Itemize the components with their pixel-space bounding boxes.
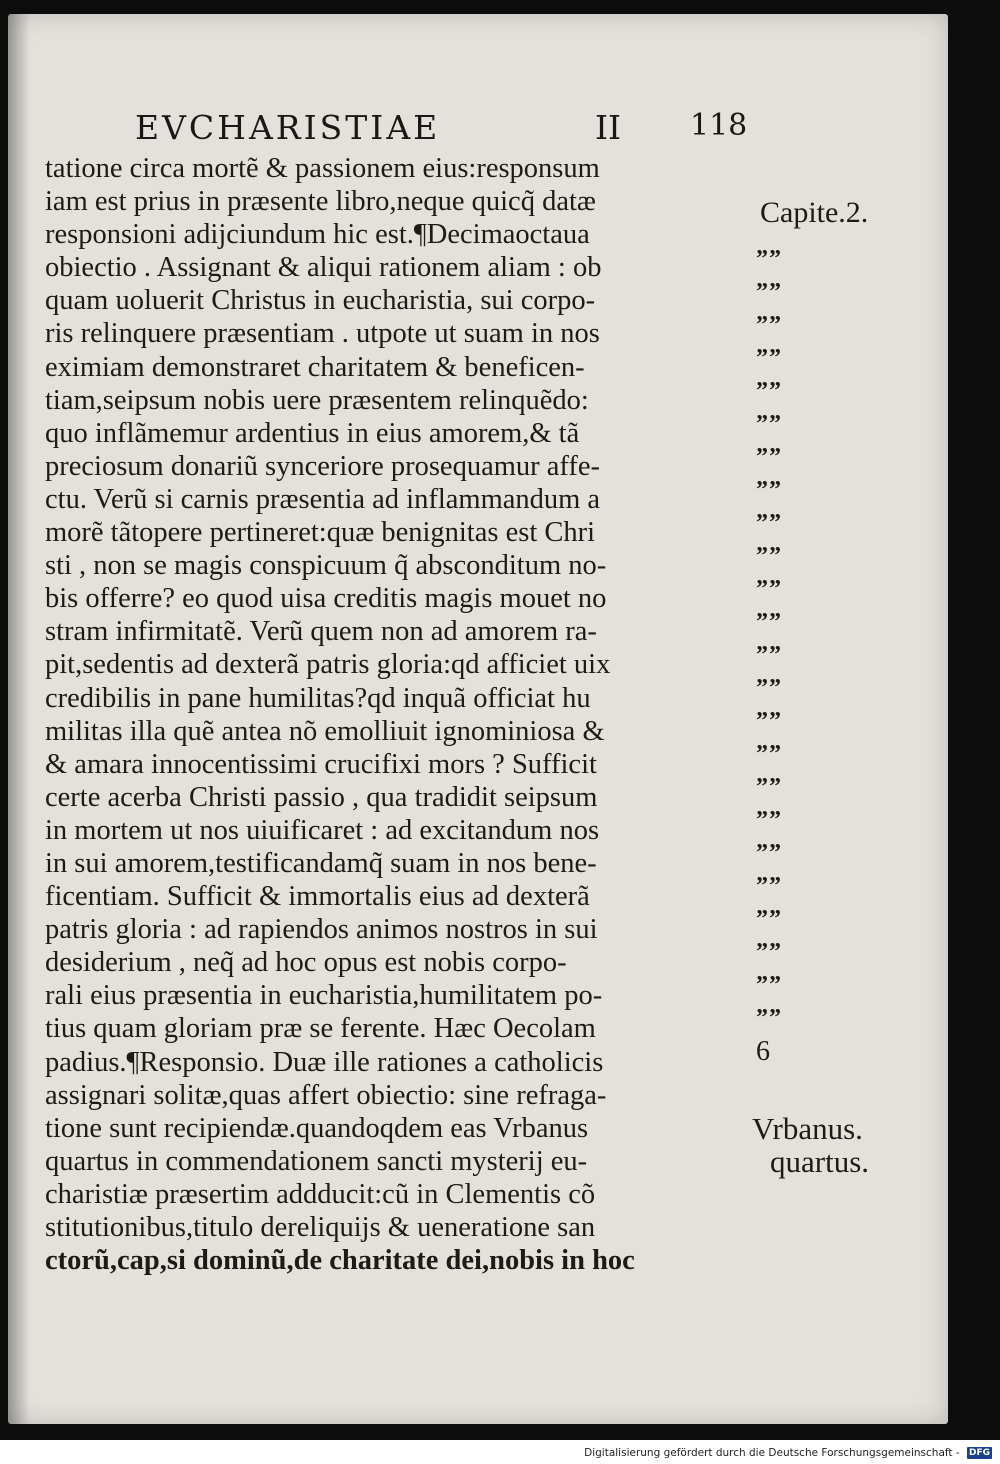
text-line: pit,sedentis ad dexterã patris gloria:qd afficiet uix xyxy=(45,649,611,681)
body-text-block xyxy=(45,152,745,1277)
quotation-mark: ”” xyxy=(756,642,782,668)
quotation-mark: ”” xyxy=(756,477,782,503)
digitization-credit xyxy=(560,1444,992,1462)
text-line: ris relinquere præsentiam . utpote ut suam in nos xyxy=(45,318,600,350)
quotation-mark: ”” xyxy=(756,939,782,965)
margin-note-urbanus xyxy=(752,1112,869,1178)
text-line: militas illa quẽ antea nõ emolliuit ignominiosa & xyxy=(45,715,605,747)
text-line: stitutionibus,titulo dereliquijs & ueneratione san xyxy=(45,1212,596,1243)
margin-notes xyxy=(752,152,932,1312)
quotation-mark: ”” xyxy=(756,378,782,404)
text-line: quam uoluerit Christus in eucharistia, sui corpo- xyxy=(45,285,596,317)
text-line: iam est prius in præsente libro,neque quicq̃ datæ xyxy=(45,186,596,218)
text-line: morẽ tãtopere pertineret:quæ benignitas est Chri xyxy=(45,517,596,549)
text-line: eximiam demonstraret charitatem & beneficen- xyxy=(45,351,585,383)
quotation-mark: ”” xyxy=(756,576,782,602)
quotation-mark: ”” xyxy=(756,1005,782,1031)
text-line: & amara innocentissimi crucifixi mors ? Sufficit xyxy=(45,748,597,780)
text-line: certe acerba Christi passio , qua tradidit seipsum xyxy=(45,781,598,813)
running-head xyxy=(135,108,748,152)
text-line: desiderium , neq̃ ad hoc opus est nobis corpo- xyxy=(45,947,567,979)
text-line: tius quam gloriam præ se ferente. Hæc Oecolam xyxy=(45,1013,596,1045)
quotation-mark: ”” xyxy=(756,972,782,998)
text-line: ficentiam. Sufficit & immortalis eius ad dexterã xyxy=(45,881,590,913)
text-line: ctu. Verũ si carnis præsentia ad inflammandum a xyxy=(45,483,601,515)
quotation-mark: ”” xyxy=(756,906,782,932)
text-line: in mortem ut nos uiuificaret : ad excitandum nos xyxy=(45,814,600,846)
text-line: quartus in commendationem sancti mysterij eu- xyxy=(45,1145,588,1177)
quotation-mark: ”” xyxy=(756,873,782,899)
quotation-mark: ”” xyxy=(756,510,782,536)
quotation-mark: ”” xyxy=(756,840,782,866)
credit-text: Digitalisierung gefördert durch die Deutsche Forschungsgemeinschaft - xyxy=(584,1447,960,1459)
text-line: sti , non se magis conspicuum q̃ absconditum no- xyxy=(45,550,607,582)
quotation-mark: ”” xyxy=(756,741,782,767)
text-line: bis offerre? eo quod uisa creditis magis mouet no xyxy=(45,583,607,615)
text-line: preciosum donariũ synceriore prosequamur affe- xyxy=(45,450,601,482)
text-line: rali eius præsentia in eucharistia,humilitatem po- xyxy=(45,980,603,1012)
quotation-mark: ”” xyxy=(756,609,782,635)
quotation-mark: ”” xyxy=(756,279,782,305)
quotation-mark: ”” xyxy=(756,675,782,701)
text-line: credibilis in pane humilitas?qd inquã officiat hu xyxy=(45,682,591,714)
margin-note-number: 6 xyxy=(756,1036,770,1067)
quotation-mark: ”” xyxy=(756,312,782,338)
text-line: ctorũ,cap,si dominũ,de charitate dei,nobis in hoc xyxy=(45,1245,635,1277)
dfg-logo: DFG xyxy=(968,1448,990,1458)
text-line: charistiæ præsertim addducit:cũ in Clementis cõ xyxy=(45,1178,596,1210)
quotation-mark: ”” xyxy=(756,708,782,734)
text-line: patris gloria : ad rapiendos animos nostros in sui xyxy=(45,914,598,946)
text-line: padius.¶Responsio. Duæ ille rationes a catholicis xyxy=(45,1046,604,1078)
text-line: tione sunt recipiendæ.quandoqdem eas Vrbanus xyxy=(45,1112,589,1144)
text-line: assignari solitæ,quas affert obiectio: sine refraga- xyxy=(45,1079,607,1111)
margin-note-quartus-line: quartus. xyxy=(770,1144,870,1179)
text-line: tatione circa mortẽ & passionem eius:responsum xyxy=(45,153,600,184)
text-line: quo inflãmemur ardentius in eius amorem,& tã xyxy=(45,417,580,449)
quotation-mark: ”” xyxy=(756,444,782,470)
quotation-mark: ”” xyxy=(756,345,782,371)
quotation-mark: ”” xyxy=(756,807,782,833)
running-head-title: EVCHARISTIAE xyxy=(135,108,441,147)
text-line: responsioni adijciundum hic est.¶Decimaoctaua xyxy=(45,219,590,251)
margin-note-urbanus-line: Vrbanus. xyxy=(752,1111,863,1146)
quotation-mark: ”” xyxy=(756,543,782,569)
text-line: in sui amorem,testificandamq̃ suam in nos bene- xyxy=(45,847,597,879)
margin-note-capite: Capite.2. xyxy=(760,196,869,229)
quotation-mark: ”” xyxy=(756,246,782,272)
spine-shadow xyxy=(8,14,30,1424)
text-line: obiectio . Assignant & aliqui rationem aliam : ob xyxy=(45,252,602,284)
quotation-mark: ”” xyxy=(756,411,782,437)
running-head-book-number: II xyxy=(595,108,622,147)
text-line: stram infirmitatẽ. Verũ quem non ad amorem ra- xyxy=(45,616,597,648)
quotation-mark: ”” xyxy=(756,774,782,800)
folio-number: 118 xyxy=(690,108,748,143)
text-line: tiam,seipsum nobis uere præsentem relinquẽdo: xyxy=(45,384,589,416)
